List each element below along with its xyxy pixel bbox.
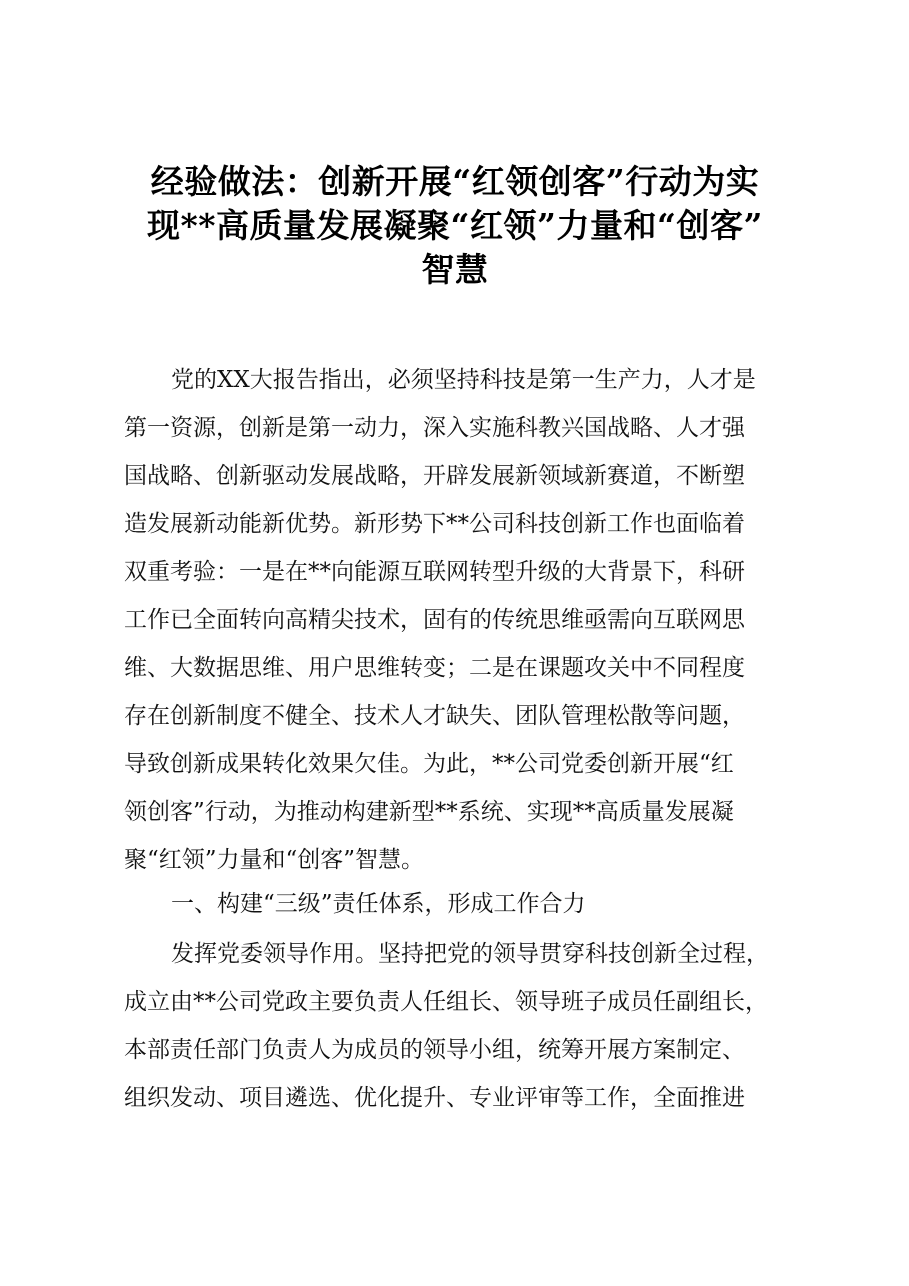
- title-line: 经验做法：创新开展“红领创客”行动为实: [150, 162, 760, 201]
- paragraph-section-1: [124, 930, 794, 1122]
- text-line: 党的XX大报告指出，必须坚持科技是第一生产力，人才是: [171, 367, 756, 393]
- document-title: [110, 160, 800, 292]
- text-line: 成立由**公司党政主要负责人任组长、领导班子成员任副组长，: [124, 989, 768, 1015]
- text-line: 存在创新制度不健全、技术人才缺失、团队管理松散等问题，: [124, 703, 745, 729]
- text-line: 维、大数据思维、用户思维转变；二是在课题攻关中不同程度: [124, 655, 745, 681]
- title-line: 智慧: [421, 250, 489, 289]
- text-line: 国战略、创新驱动发展战略，开辟发展新领域新赛道，不断塑: [124, 463, 745, 489]
- text-line: 组织发动、项目遴选、优化提升、专业评审等工作，全面推进: [124, 1085, 745, 1111]
- text-line: 导致创新成果转化效果欠佳。为此，**公司党委创新开展“红: [124, 751, 734, 777]
- text-line: 聚“红领”力量和“创客”智慧。: [124, 847, 425, 873]
- text-line: 工作已全面转向高精尖技术，固有的传统思维亟需向互联网思: [124, 607, 745, 633]
- text-line: 双重考验：一是在**向能源互联网转型升级的大背景下，科研: [124, 559, 745, 585]
- text-line: 本部责任部门负责人为成员的领导小组，统筹开展方案制定、: [124, 1037, 745, 1063]
- text-line: 领创客”行动，为推动构建新型**系统、实现**高质量发展凝: [124, 799, 734, 825]
- title-line: 现**高质量发展凝聚“红领”力量和“创客”: [147, 206, 763, 245]
- section-heading: [124, 880, 794, 928]
- heading-line: 一、构建“三级”责任体系，形成工作合力: [171, 891, 586, 917]
- paragraph-intro: [124, 356, 794, 884]
- text-line: 造发展新动能新优势。新形势下**公司科技创新工作也面临着: [124, 511, 745, 537]
- text-line: 发挥党委领导作用。坚持把党的领导贯穿科技创新全过程，: [171, 941, 769, 967]
- text-line: 第一资源，创新是第一动力，深入实施科教兴国战略、人才强: [124, 415, 745, 441]
